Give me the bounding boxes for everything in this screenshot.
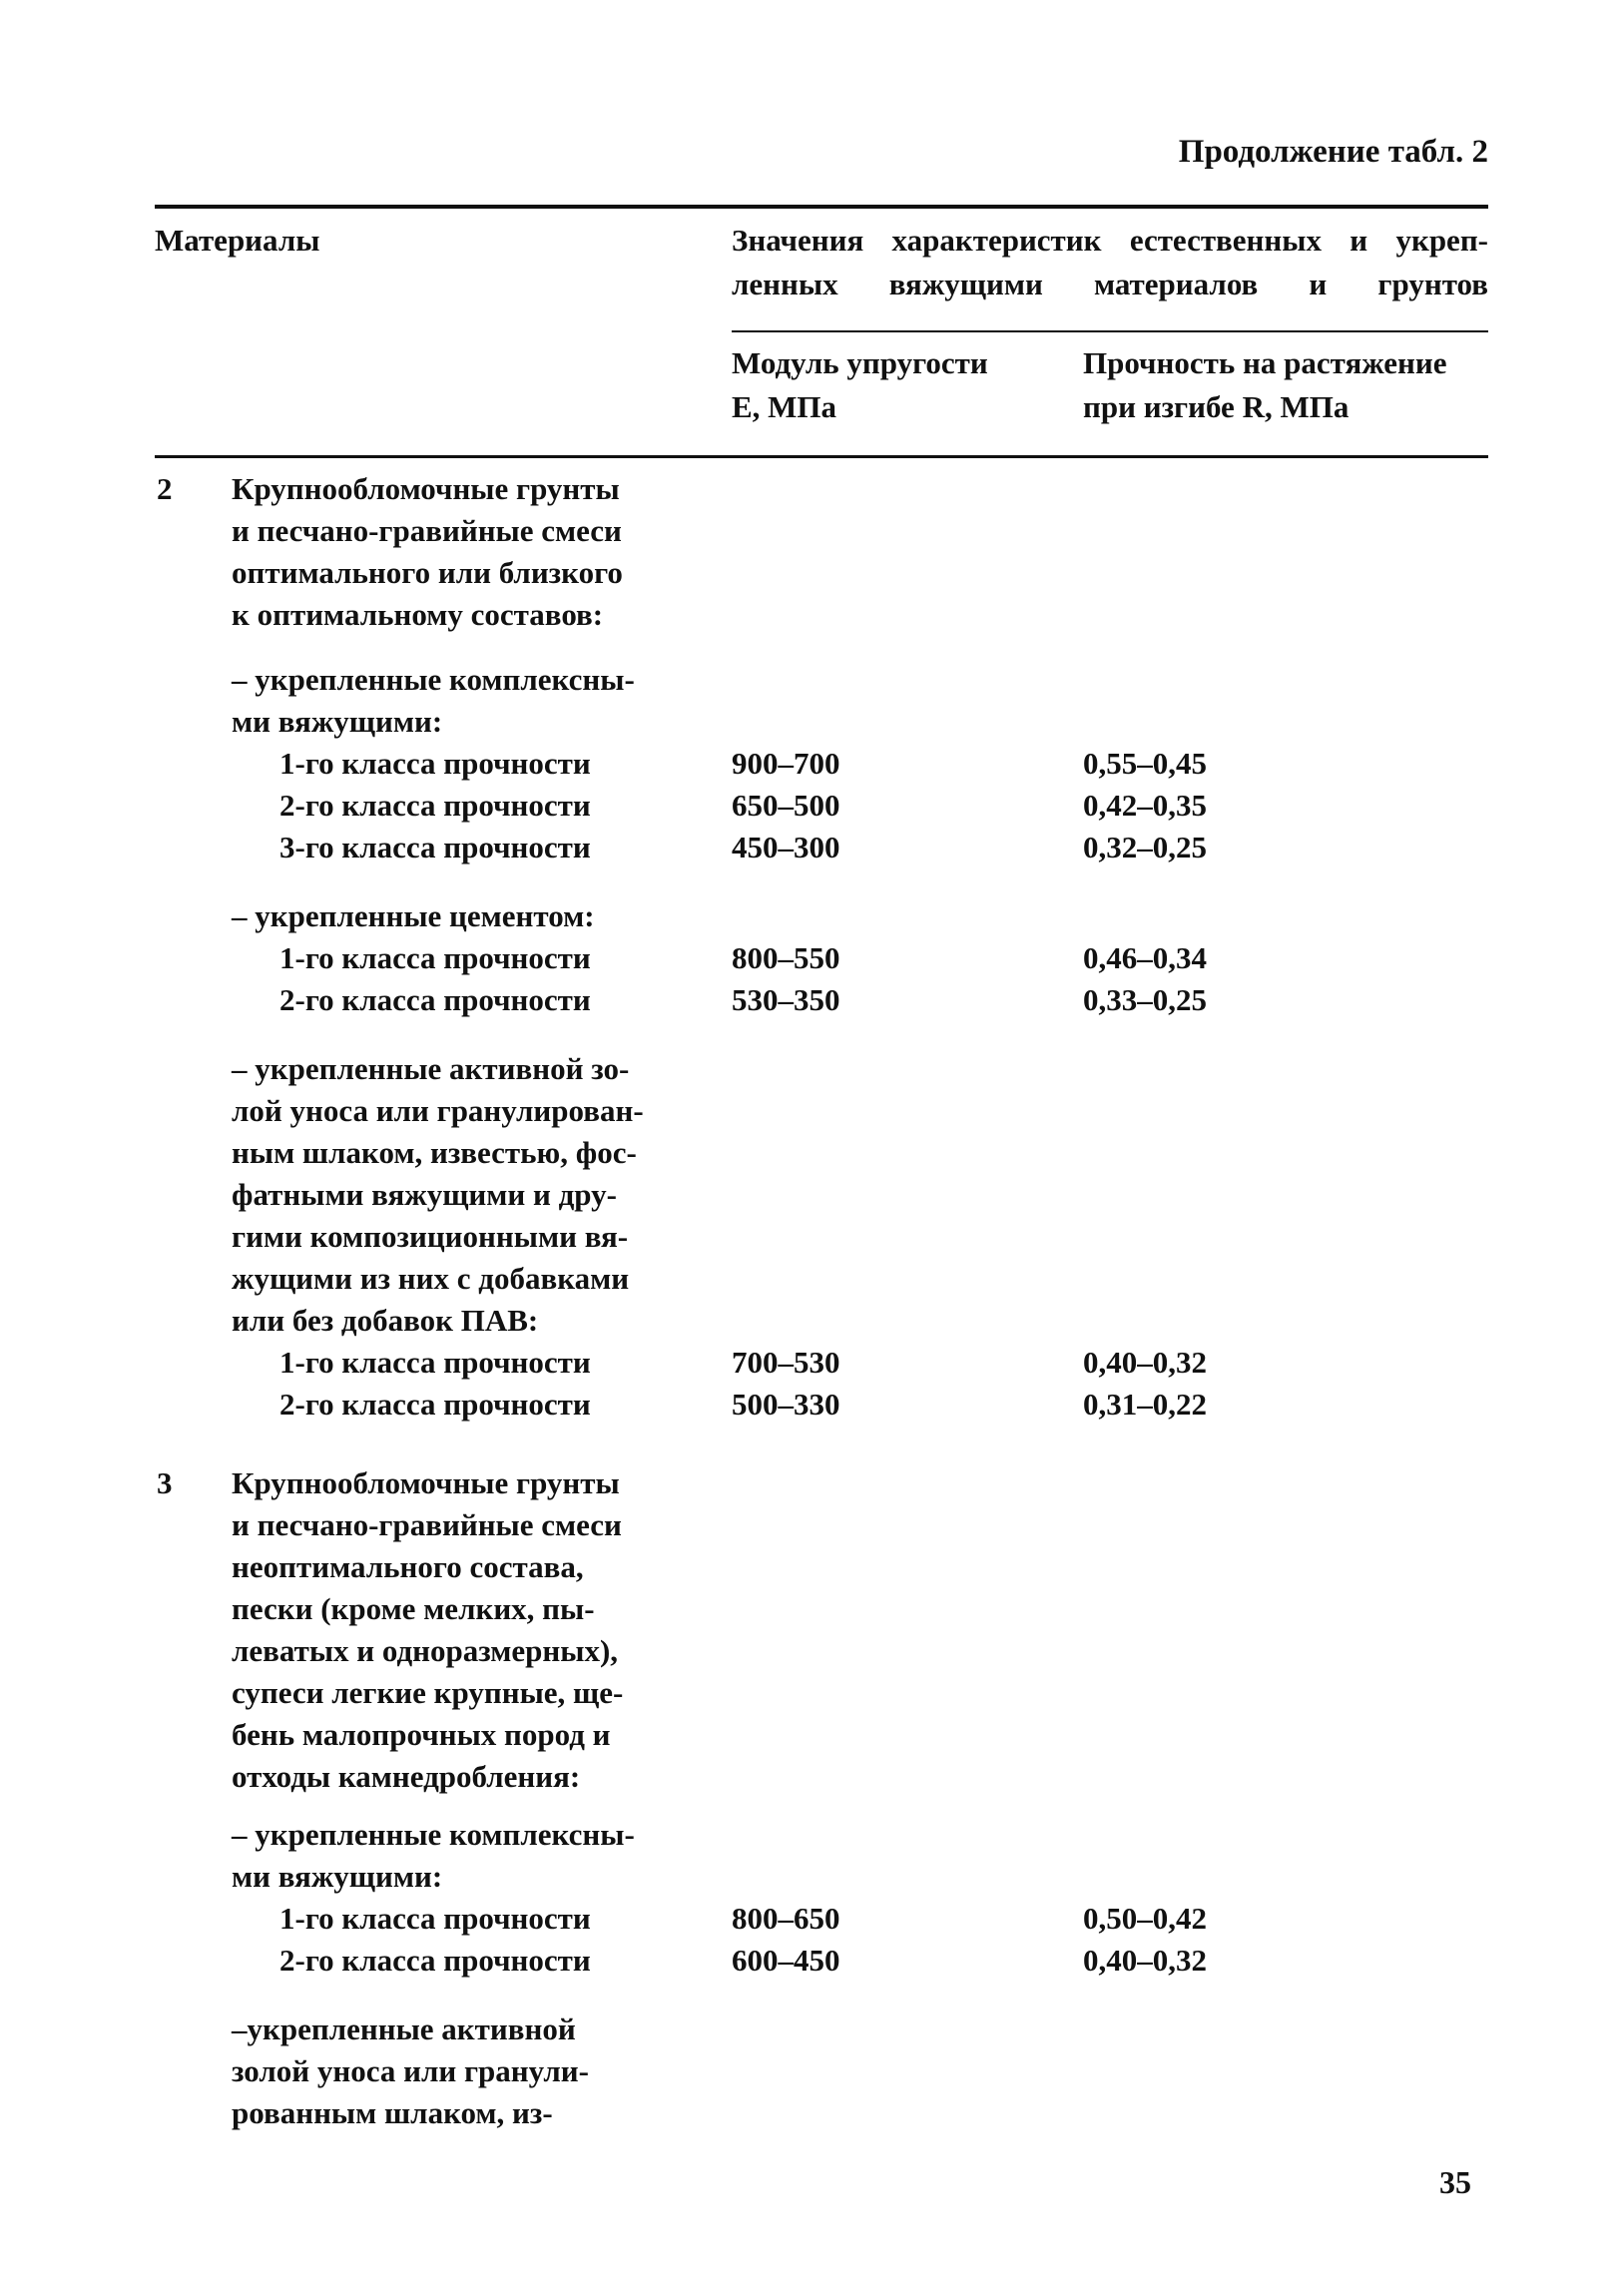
group-label-line: ми вяжущими:	[232, 704, 443, 739]
header-modulus	[732, 341, 988, 429]
strength-value: 0,42–0,35	[1083, 788, 1207, 823]
strength-value: 0,32–0,25	[1083, 830, 1207, 864]
group-label-line: – укрепленные цементом:	[232, 898, 595, 933]
table-continuation-note: Продолжение табл. 2	[1178, 134, 1488, 170]
strength-values	[1083, 937, 1207, 1021]
page-number: 35	[1439, 2164, 1471, 2200]
strength-value: 0,46–0,34	[1083, 940, 1207, 975]
modulus-value: 650–500	[732, 788, 840, 823]
group-label-line: лой уноса или гранулирован-	[232, 1093, 644, 1128]
header-values-line1: Значения характеристик естественных и укреп-	[732, 223, 1488, 258]
material-title-line: супеси легкие крупные, ще-	[232, 1675, 624, 1710]
modulus-values	[732, 1898, 840, 1982]
header-strength	[1083, 341, 1447, 429]
class-name: 3-го класса прочности	[279, 830, 591, 864]
header-modulus-line1: Модуль упругости	[732, 345, 988, 380]
group-label	[232, 895, 595, 937]
class-name: 2-го класса прочности	[279, 788, 591, 823]
material-title	[232, 1462, 623, 1798]
modulus-value: 700–530	[732, 1345, 840, 1380]
modulus-value: 600–450	[732, 1943, 840, 1978]
modulus-value: 800–650	[732, 1901, 840, 1936]
class-list	[279, 937, 591, 1021]
group-label-line: гими композиционными вя-	[232, 1219, 629, 1254]
material-title-line: леватых и одноразмерных),	[232, 1633, 619, 1668]
modulus-value: 530–350	[732, 982, 840, 1017]
group-label-line: – укрепленные комплексны-	[232, 662, 635, 697]
material-title-line: к оптимальному составов:	[232, 597, 604, 632]
header-bottom-rule	[155, 455, 1488, 458]
group-label-line: ным шлаком, известью, фос-	[232, 1135, 637, 1170]
group-label-line: ми вяжущими:	[232, 1859, 443, 1894]
header-strength-line2: при изгибе R, МПа	[1083, 389, 1350, 424]
strength-value: 0,55–0,45	[1083, 746, 1207, 781]
group-label-line: – укрепленные активной зо-	[232, 1051, 630, 1086]
class-list	[279, 1898, 591, 1982]
material-title-line: пески (кроме мелких, пы-	[232, 1591, 595, 1626]
class-list	[279, 1342, 591, 1426]
material-title-line: оптимального или близкого	[232, 555, 623, 590]
class-name: 2-го класса прочности	[279, 982, 591, 1017]
row-number: 2	[157, 471, 173, 506]
header-values-line2: ленных вяжущими материалов и грунтов	[732, 267, 1488, 301]
header-sub-rule	[732, 330, 1488, 332]
strength-value: 0,40–0,32	[1083, 1943, 1207, 1978]
class-name: 1-го класса прочности	[279, 746, 591, 781]
strength-values	[1083, 1898, 1207, 1982]
group-label-line: золой уноса или гранули-	[232, 2053, 589, 2088]
material-title-line: Крупнообломочные грунты	[232, 1465, 620, 1500]
material-title-line: и песчано-гравийные смеси	[232, 1507, 622, 1542]
modulus-values	[732, 743, 840, 868]
material-title	[232, 468, 623, 636]
class-list	[279, 743, 591, 868]
header-values	[732, 219, 1488, 306]
header-materials: Материалы	[155, 223, 320, 258]
class-name: 1-го класса прочности	[279, 1345, 591, 1380]
group-label-line: или без добавок ПАВ:	[232, 1303, 539, 1338]
group-label	[232, 659, 635, 743]
strength-values	[1083, 743, 1207, 868]
material-title-line: неоптимального состава,	[232, 1549, 584, 1584]
modulus-value: 450–300	[732, 830, 840, 864]
material-title-line: отходы камнедробления:	[232, 1759, 581, 1794]
group-label	[232, 1048, 644, 1342]
group-label-line: –укрепленные активной	[232, 2011, 576, 2046]
material-title-line: Крупнообломочные грунты	[232, 471, 620, 506]
class-name: 2-го класса прочности	[279, 1387, 591, 1422]
modulus-value: 900–700	[732, 746, 840, 781]
strength-value: 0,50–0,42	[1083, 1901, 1207, 1936]
group-label-line: – укрепленные комплексны-	[232, 1817, 635, 1852]
group-label	[232, 2009, 589, 2134]
strength-value: 0,40–0,32	[1083, 1345, 1207, 1380]
group-label-line: фатными вяжущими и дру-	[232, 1177, 617, 1212]
strength-value: 0,31–0,22	[1083, 1387, 1207, 1422]
class-name: 1-го класса прочности	[279, 940, 591, 975]
row-number: 3	[157, 1465, 173, 1500]
material-title-line: бень малопрочных пород и	[232, 1717, 611, 1752]
header-modulus-line2: Е, МПа	[732, 389, 837, 424]
table-top-rule	[155, 205, 1488, 209]
material-title-line: и песчано-гравийные смеси	[232, 513, 622, 548]
strength-value: 0,33–0,25	[1083, 982, 1207, 1017]
header-strength-line1: Прочность на растяжение	[1083, 345, 1447, 380]
modulus-values	[732, 1342, 840, 1426]
class-name: 1-го класса прочности	[279, 1901, 591, 1936]
group-label-line: жущими из них с добавками	[232, 1261, 630, 1296]
group-label-line: рованным шлаком, из-	[232, 2095, 553, 2130]
strength-values	[1083, 1342, 1207, 1426]
modulus-value: 800–550	[732, 940, 840, 975]
class-name: 2-го класса прочности	[279, 1943, 591, 1978]
modulus-values	[732, 937, 840, 1021]
group-label	[232, 1814, 635, 1898]
modulus-value: 500–330	[732, 1387, 840, 1422]
